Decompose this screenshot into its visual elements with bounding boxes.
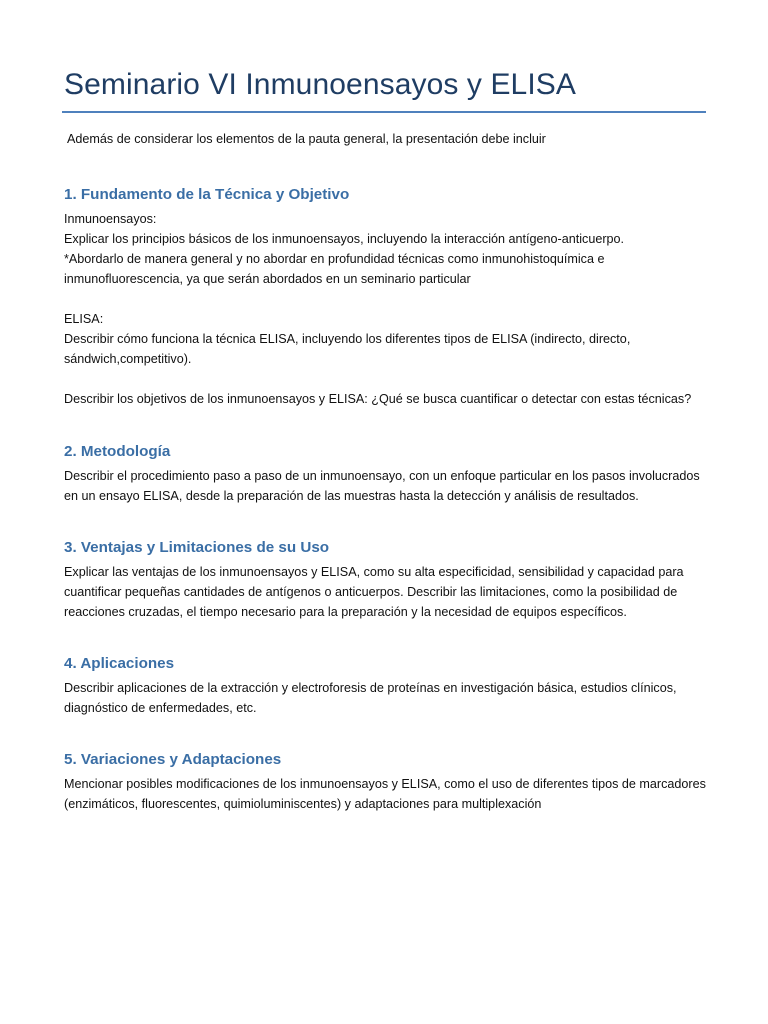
document-title: Seminario VI Inmunoensayos y ELISA xyxy=(64,68,576,101)
paragraph-objetivos xyxy=(64,389,724,409)
section-heading: 3. Ventajas y Limitaciones de su Uso xyxy=(64,539,330,556)
text-line: Inmunoensayos: xyxy=(64,212,157,226)
paragraph xyxy=(64,466,724,506)
paragraph xyxy=(64,678,724,718)
paragraph xyxy=(64,562,724,622)
text-line: Mencionar posibles modificaciones de los inmunoensayos y ELISA, como el uso de diferentes tipos de marcadores xyxy=(64,777,706,791)
section-heading: 1. Fundamento de la Técnica y Objetivo xyxy=(64,186,350,203)
section-heading: 5. Variaciones y Adaptaciones xyxy=(64,751,282,768)
text-line: ELISA: xyxy=(64,312,104,326)
section-metodologia xyxy=(64,441,724,506)
section-fundamento xyxy=(64,184,724,409)
section-aplicaciones xyxy=(64,653,724,718)
text-line: *Abordarlo de manera general y no abordar en profundidad técnicas como inmunohistoquímica e xyxy=(64,252,605,266)
text-line: en un ensayo ELISA, desde la preparación de las muestras hasta la detección y análisis de resultados. xyxy=(64,489,639,503)
text-line: cuantificar pequeñas cantidades de antígenos o anticuerpos. Describir las limitaciones, como la posibilidad de xyxy=(64,585,678,599)
text-line: Explicar las ventajas de los inmunoensayos y ELISA, como su alta especificidad, sensibilidad y capacidad para xyxy=(64,565,684,579)
text-line: (enzimáticos, fluorescentes, quimioluminiscentes) y adaptaciones para multiplexación xyxy=(64,797,542,811)
text-line: diagnóstico de enfermedades, etc. xyxy=(64,701,257,715)
text-line: Describir aplicaciones de la extracción y electroforesis de proteínas en investigación básica, estudios clínicos, xyxy=(64,681,677,695)
text-line: Describir los objetivos de los inmunoensayos y ELISA: ¿Qué se busca cuantificar o detectar con estas técnicas? xyxy=(64,392,692,406)
section-heading: 4. Aplicaciones xyxy=(64,655,175,672)
text-line: Describir cómo funciona la técnica ELISA, incluyendo los diferentes tipos de ELISA (indirecto, directo, xyxy=(64,332,631,346)
title-underline xyxy=(62,111,706,113)
text-line: reacciones cruzadas, el tiempo necesario para la preparación y la necesidad de equipos específicos. xyxy=(64,605,627,619)
paragraph-inmunoensayos xyxy=(64,209,724,289)
text-line: sándwich,competitivo). xyxy=(64,352,192,366)
paragraph-elisa xyxy=(64,309,724,369)
text-line: inmunofluorescencia, ya que serán abordados en un seminario particular xyxy=(64,272,471,286)
text-line: Describir el procedimiento paso a paso de un inmunoensayo, con un enfoque particular en los pasos involucrados xyxy=(64,469,700,483)
paragraph xyxy=(64,774,724,814)
section-variaciones xyxy=(64,749,724,814)
intro-text: Además de considerar los elementos de la pauta general, la presentación debe incluir xyxy=(67,132,546,146)
section-heading: 2. Metodología xyxy=(64,443,171,460)
section-ventajas xyxy=(64,537,724,622)
text-line: Explicar los principios básicos de los inmunoensayos, incluyendo la interacción antígeno-anticuerpo. xyxy=(64,232,625,246)
